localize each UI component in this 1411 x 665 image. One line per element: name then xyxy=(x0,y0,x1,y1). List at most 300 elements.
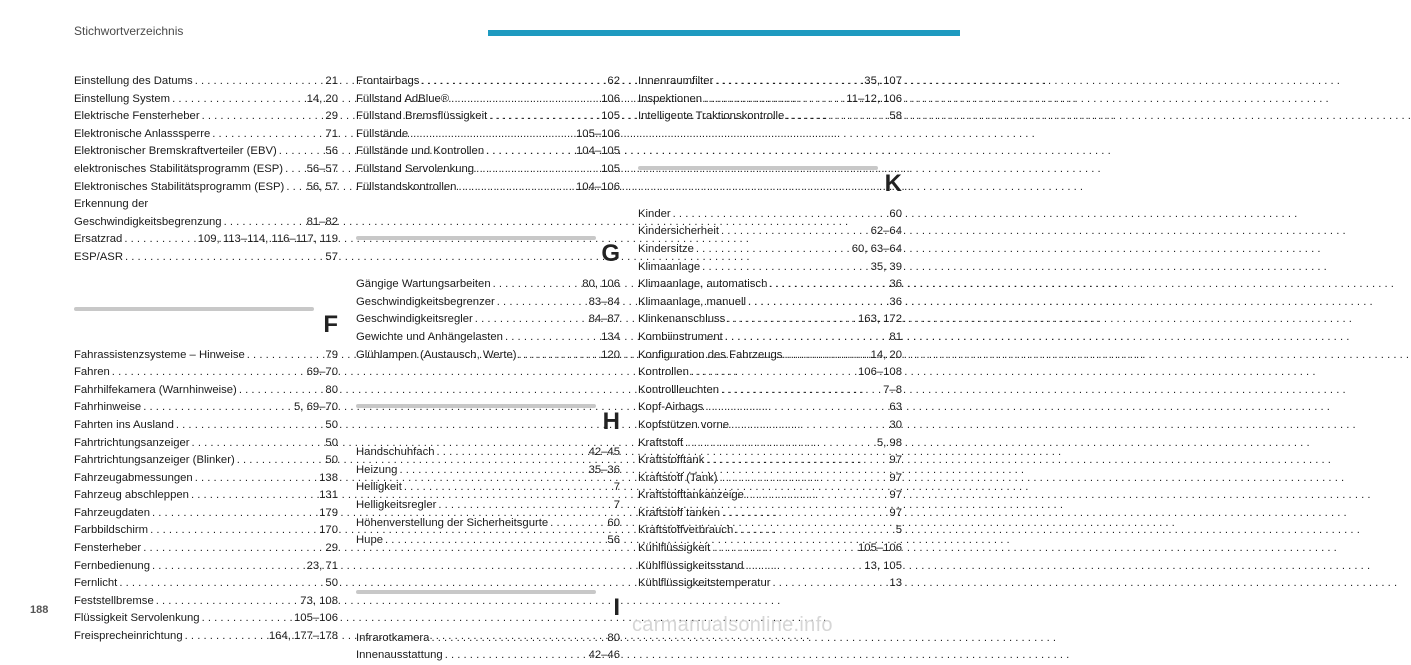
entry-pages: 105 xyxy=(601,162,620,175)
entry-term: Kontrollleuchten xyxy=(638,383,720,396)
watermark-text: carmanualsonline.info xyxy=(632,614,833,636)
leader-dots xyxy=(445,647,587,665)
entry-term: Feststellbremse xyxy=(74,594,154,607)
index-entry[interactable] xyxy=(638,575,902,593)
leader-dots xyxy=(152,505,317,523)
entry-pages: 21 xyxy=(325,75,338,87)
page-header-title: Stichwortverzeichnis xyxy=(74,24,184,38)
entry-pages: 58 xyxy=(889,110,902,123)
entry-pages: 81–82 xyxy=(306,215,338,228)
entry-pages: 56 xyxy=(325,145,338,158)
entry-pages: 35, 39 xyxy=(870,260,902,273)
entry-term: Füllstand Servolenkung xyxy=(356,162,475,175)
entry-term: Infrarotkamera xyxy=(356,631,430,644)
entry-list xyxy=(74,347,338,646)
entry-pages: 5, 98 xyxy=(876,436,902,449)
section-letter: G xyxy=(601,240,620,268)
entry-pages: 23, 71 xyxy=(306,559,338,572)
leader-dots xyxy=(143,540,323,558)
entry-term-line: Erkennung der xyxy=(74,198,149,211)
leader-dots xyxy=(715,73,862,91)
leader-dots xyxy=(212,126,323,144)
entry-pages: 73, 108 xyxy=(300,594,338,607)
leader-dots xyxy=(172,91,305,109)
index-entry[interactable] xyxy=(356,497,620,515)
index-entry[interactable] xyxy=(74,540,338,558)
entry-term: Kraftstoffverbrauch xyxy=(638,524,734,537)
leader-dots xyxy=(720,470,888,488)
leader-dots xyxy=(721,382,881,400)
entry-pages: 134 xyxy=(601,330,620,343)
entry-term: Elektronische Anlasssperre xyxy=(74,127,211,140)
entry-list xyxy=(356,630,620,665)
index-entry[interactable] xyxy=(638,276,902,294)
entry-term: Ersatzrad xyxy=(74,233,123,246)
index-entry[interactable] xyxy=(638,558,902,576)
leader-dots xyxy=(438,497,611,515)
index-entry[interactable] xyxy=(356,91,620,109)
entry-term: ESP/ASR xyxy=(74,250,123,263)
index-entry[interactable] xyxy=(638,540,902,558)
entry-pages: 106 xyxy=(601,92,620,105)
leader-dots xyxy=(119,575,323,593)
leader-dots xyxy=(722,505,887,523)
leader-dots xyxy=(192,435,324,453)
index-entry[interactable] xyxy=(638,91,902,109)
index-entry[interactable] xyxy=(356,462,620,480)
index-entry[interactable] xyxy=(638,382,902,400)
entry-pages: 79 xyxy=(325,348,338,361)
entry-pages: 97 xyxy=(889,471,902,484)
entry-pages: 120 xyxy=(601,348,620,361)
entry-term: elektronisches Stabilitätsprogramm (ESP) xyxy=(74,162,284,175)
index-entry[interactable] xyxy=(638,452,902,470)
index-entry[interactable] xyxy=(638,223,902,241)
index-entry[interactable] xyxy=(74,505,338,523)
entry-pages: 109, 113–114, 116–117, 119 xyxy=(197,233,338,246)
index-entry[interactable] xyxy=(74,593,338,611)
entry-term: Kühlflüssigkeit xyxy=(638,542,711,555)
entry-term: Einstellung System xyxy=(74,92,171,105)
index-entry[interactable] xyxy=(356,294,620,312)
leader-dots xyxy=(735,522,893,540)
index-entry[interactable] xyxy=(74,522,338,540)
entry-term: Fahrzeug abschleppen xyxy=(74,489,189,502)
entry-pages: 11–12, 106 xyxy=(846,92,902,105)
index-entry[interactable] xyxy=(356,108,620,126)
leader-dots xyxy=(431,630,605,648)
leader-dots xyxy=(519,347,600,365)
leader-dots xyxy=(746,487,887,505)
entry-term: Kontrollen xyxy=(638,366,689,379)
entry-term: Kindersitze xyxy=(638,242,694,255)
entry-pages: 69–70 xyxy=(306,366,338,379)
entry-pages: 56 xyxy=(607,534,620,547)
leader-dots xyxy=(458,179,574,197)
index-entry[interactable] xyxy=(74,143,338,161)
entry-pages: 80 xyxy=(325,383,338,396)
index-entry[interactable] xyxy=(74,399,338,417)
index-entry[interactable] xyxy=(356,179,620,197)
leader-dots xyxy=(150,522,317,540)
entry-pages: 163, 172 xyxy=(858,313,902,326)
entry-term: Freisprecheinrichtung xyxy=(74,630,183,643)
index-entry[interactable] xyxy=(638,294,902,312)
index-entry[interactable] xyxy=(638,206,902,224)
index-entry[interactable] xyxy=(356,347,620,365)
index-entry[interactable] xyxy=(356,532,620,550)
header-accent-bar xyxy=(488,30,960,36)
entry-term: Helligkeitsregler xyxy=(356,498,437,511)
entry-term: Fernlicht xyxy=(74,577,118,590)
entry-pages: 80, 106 xyxy=(582,278,620,291)
index-entry[interactable] xyxy=(74,470,338,488)
index-entry[interactable] xyxy=(74,364,338,382)
entry-term: Füllstände xyxy=(356,127,409,140)
section-letter: F xyxy=(323,310,338,338)
entry-term: Handschuhfach xyxy=(356,446,435,459)
index-entry[interactable] xyxy=(638,522,902,540)
entry-list xyxy=(356,276,620,364)
index-entry[interactable] xyxy=(356,143,620,161)
section-header-k xyxy=(638,156,902,200)
index-column-2 xyxy=(356,73,620,665)
index-entry[interactable] xyxy=(356,479,620,497)
entry-term: Glühlampen (Austausch, Werte) xyxy=(356,348,517,361)
leader-dots xyxy=(746,558,863,576)
section-rule xyxy=(74,307,314,311)
leader-dots xyxy=(152,558,305,576)
index-entry[interactable] xyxy=(638,73,902,91)
index-entry[interactable] xyxy=(638,241,902,259)
entry-term: Fahrzeugdaten xyxy=(74,506,150,519)
entry-pages: 81 xyxy=(889,330,902,343)
index-entry[interactable] xyxy=(638,470,902,488)
entry-pages: 42–45 xyxy=(588,446,620,459)
index-entry[interactable] xyxy=(74,575,338,593)
entry-pages: 170 xyxy=(319,524,338,537)
entry-pages: 105–106 xyxy=(576,127,620,140)
index-entry[interactable] xyxy=(638,329,902,347)
entry-term: Geschwindigkeitsregler xyxy=(356,313,473,326)
entry-term: Höhenverstellung der Sicherheitsgurte xyxy=(356,516,549,529)
index-entry[interactable] xyxy=(638,487,902,505)
leader-dots xyxy=(702,259,868,277)
section-rule xyxy=(356,404,596,408)
entry-term: Elektrische Fensterheber xyxy=(74,110,200,123)
entry-pages: 50 xyxy=(325,577,338,590)
entry-term: Kühlflüssigkeitsstand xyxy=(638,559,744,572)
entry-term: Fahrzeugabmessungen xyxy=(74,471,193,484)
entry-pages: 60 xyxy=(607,516,620,529)
index-entry[interactable] xyxy=(74,126,338,144)
entry-pages: 71 xyxy=(325,127,338,140)
leader-dots xyxy=(727,311,856,329)
entry-pages: 63 xyxy=(889,401,902,414)
entry-term: Fahrhilfekamera (Warnhinweise) xyxy=(74,383,237,396)
entry-pages: 105 xyxy=(601,110,620,123)
leader-dots xyxy=(285,161,305,179)
index-entry[interactable] xyxy=(638,259,902,277)
leader-dots xyxy=(493,276,581,294)
entry-pages: 105–106 xyxy=(294,612,338,625)
entry-pages: 50 xyxy=(325,418,338,431)
entry-list xyxy=(74,73,338,196)
entry-term: Inspektionen xyxy=(638,92,703,105)
index-entry[interactable] xyxy=(356,444,620,462)
leader-dots xyxy=(195,73,324,91)
leader-dots xyxy=(704,91,844,109)
leader-dots xyxy=(176,417,324,435)
entry-list xyxy=(638,73,902,126)
entry-pages: 60 xyxy=(889,207,902,220)
section-rule xyxy=(638,166,878,170)
index-entry[interactable] xyxy=(638,505,902,523)
entry-pages: 36 xyxy=(889,278,902,291)
index-entry[interactable] xyxy=(638,311,902,329)
entry-term: Hupe xyxy=(356,534,384,547)
entry-term: Heizung xyxy=(356,463,398,476)
index-column-3 xyxy=(638,73,902,593)
entry-pages: 42–46 xyxy=(588,649,620,662)
section-letter: K xyxy=(884,169,902,197)
entry-term: Innenraumfilter xyxy=(638,75,714,87)
index-entry[interactable] xyxy=(74,347,338,365)
index-entry[interactable] xyxy=(74,487,338,505)
entry-term: Gewichte und Anhängelasten xyxy=(356,330,503,343)
leader-dots xyxy=(489,108,599,126)
leader-dots xyxy=(202,108,324,126)
section-header-h xyxy=(356,394,620,438)
leader-dots xyxy=(185,628,267,646)
leader-dots xyxy=(404,479,612,497)
entry-term: Fensterheber xyxy=(74,542,142,555)
leader-dots xyxy=(112,364,305,382)
entry-term: Fahren xyxy=(74,366,110,379)
leader-dots xyxy=(486,143,574,161)
entry-pages: 106–108 xyxy=(858,366,902,379)
entry-term: Füllstand AdBlue® xyxy=(356,92,450,105)
index-entry[interactable] xyxy=(74,108,338,126)
entry-term: Elektronischer Bremskraftverteiler (EBV) xyxy=(74,145,277,158)
entry-term: Kinder xyxy=(638,207,671,220)
entry-term: Gängige Wartungsarbeiten xyxy=(356,278,491,291)
entry-pages: 57 xyxy=(325,250,338,263)
index-entry[interactable] xyxy=(74,435,338,453)
entry-pages: 104–105 xyxy=(576,145,620,158)
entry-term: Fahrassistenzsysteme – Hinweise xyxy=(74,348,245,361)
entry-pages: 5, 69–70 xyxy=(294,401,338,414)
index-entry[interactable] xyxy=(356,276,620,294)
entry-term: Füllstandskontrollen xyxy=(356,180,457,193)
leader-dots xyxy=(385,532,605,550)
leader-dots xyxy=(202,610,292,628)
entry-list xyxy=(356,444,620,550)
entry-pages: 13, 105 xyxy=(864,559,902,572)
leader-dots xyxy=(451,91,599,109)
index-entry[interactable] xyxy=(74,214,338,232)
index-entry[interactable] xyxy=(74,417,338,435)
entry-term: Konfiguration des Fahrzeugs xyxy=(638,348,783,361)
entry-term: Fahrhinweise xyxy=(74,401,142,414)
index-entry[interactable] xyxy=(74,558,338,576)
leader-dots xyxy=(279,143,324,161)
entry-pages: 56–57 xyxy=(306,162,338,175)
leader-dots xyxy=(247,347,324,365)
index-entry[interactable] xyxy=(356,311,620,329)
leader-dots xyxy=(673,206,888,224)
entry-term: Fahrten ins Ausland xyxy=(74,418,174,431)
leader-dots xyxy=(421,73,605,91)
leader-dots xyxy=(769,276,887,294)
entry-term: Kopf-Airbags xyxy=(638,401,704,414)
entry-list xyxy=(356,73,620,196)
entry-pages: 164, 177–178 xyxy=(268,630,338,643)
entry-term: Klimaanlage xyxy=(638,260,701,273)
entry-term: Frontairbags xyxy=(356,75,420,87)
entry-term: Einstellung des Datums xyxy=(74,75,193,87)
entry-pages: 7 xyxy=(613,498,620,511)
index-entry[interactable] xyxy=(74,91,338,109)
leader-dots xyxy=(410,126,574,144)
section-header-i xyxy=(356,580,620,624)
entry-pages: 62 xyxy=(607,75,620,87)
entry-pages: 35–36 xyxy=(588,463,620,476)
leader-dots xyxy=(191,487,317,505)
section-header-g xyxy=(356,226,620,270)
entry-list xyxy=(74,231,338,266)
entry-term: Elektronisches Stabilitätsprogramm (ESP) xyxy=(74,180,285,193)
entry-term: Fahrtrichtungsanzeiger (Blinker) xyxy=(74,454,235,467)
leader-dots xyxy=(712,540,856,558)
entry-pages: 14, 20 xyxy=(870,348,902,361)
index-entry[interactable] xyxy=(356,515,620,533)
entry-term: Kraftstofftank xyxy=(638,454,705,467)
entry-term: Kombiinstrument xyxy=(638,330,723,343)
leader-dots xyxy=(691,364,856,382)
index-entry[interactable] xyxy=(74,452,338,470)
leader-dots xyxy=(706,452,887,470)
entry-term: Klimaanlage, automatisch xyxy=(638,278,768,291)
entry-term: Geschwindigkeitsbegrenzer xyxy=(356,295,495,308)
leader-dots xyxy=(124,231,195,249)
index-entry[interactable] xyxy=(74,161,338,179)
index-column-1 xyxy=(74,73,338,646)
leader-dots xyxy=(399,462,586,480)
page-number: 188 xyxy=(30,604,49,616)
leader-dots xyxy=(784,347,868,365)
entry-pages: 105–106 xyxy=(858,542,902,555)
index-entry[interactable] xyxy=(74,73,338,91)
index-entry[interactable] xyxy=(638,435,902,453)
entry-pages: 138 xyxy=(319,471,338,484)
entry-pages: 56, 57 xyxy=(306,180,338,193)
section-letter: I xyxy=(613,593,620,621)
leader-dots xyxy=(685,435,875,453)
index-entry[interactable] xyxy=(638,108,902,126)
leader-dots xyxy=(786,108,887,126)
leader-dots xyxy=(705,399,887,417)
entry-pages: 5 xyxy=(895,524,902,537)
index-entry[interactable] xyxy=(74,382,338,400)
entry-term: Kindersicherheit xyxy=(638,225,720,238)
entry-pages: 29 xyxy=(325,542,338,555)
leader-dots xyxy=(143,399,292,417)
entry-term: Fernbedienung xyxy=(74,559,151,572)
index-entry[interactable] xyxy=(356,630,620,648)
entry-term: Kraftstoff xyxy=(638,436,683,449)
leader-dots xyxy=(731,417,887,435)
entry-pages: 97 xyxy=(889,454,902,467)
index-entry[interactable] xyxy=(356,73,620,91)
leader-dots xyxy=(773,575,888,593)
entry-pages: 13 xyxy=(889,577,902,590)
entry-pages: 60, 63–64 xyxy=(851,242,902,255)
entry-pages: 50 xyxy=(325,454,338,467)
entry-pages: 36 xyxy=(889,295,902,308)
leader-dots xyxy=(476,161,599,179)
leader-dots xyxy=(156,593,299,611)
leader-dots xyxy=(696,241,850,259)
entry-term: Innenausstattung xyxy=(356,649,443,662)
index-entry[interactable] xyxy=(638,417,902,435)
section-letter: H xyxy=(602,408,620,436)
entry-term: Kopfstützen vorne xyxy=(638,418,730,431)
index-entry[interactable] xyxy=(74,231,338,249)
index-entry[interactable] xyxy=(638,364,902,382)
entry-term: Geschwindigkeitsbegrenzung xyxy=(74,215,222,228)
index-entry[interactable] xyxy=(356,126,620,144)
entry-pages: 80 xyxy=(607,631,620,644)
index-entry[interactable] xyxy=(74,610,338,628)
index-entry[interactable] xyxy=(356,647,620,665)
section-header-f xyxy=(74,297,338,341)
leader-dots xyxy=(195,470,317,488)
entry-term: Kraftstofftankanzeige xyxy=(638,489,744,502)
index-entry[interactable] xyxy=(74,249,338,267)
entry-pages: 131 xyxy=(319,489,338,502)
index-entry[interactable] xyxy=(638,347,902,365)
leader-dots xyxy=(721,223,869,241)
section-rule xyxy=(356,236,596,240)
entry-term: Flüssigkeit Servolenkung xyxy=(74,612,200,625)
entry-pages: 50 xyxy=(325,436,338,449)
index-entry[interactable] xyxy=(74,628,338,646)
entry-pages: 30 xyxy=(889,418,902,431)
entry-term: Kraftstoff tanken xyxy=(638,506,721,519)
entry-term: Füllstände und Kontrollen xyxy=(356,145,485,158)
entry-pages: 7 xyxy=(613,481,620,494)
entry-pages: 29 xyxy=(325,110,338,123)
index-entry[interactable] xyxy=(638,399,902,417)
leader-dots xyxy=(497,294,587,312)
entry-term: Klinkenanschluss xyxy=(638,313,726,326)
leader-dots xyxy=(725,329,888,347)
section-rule xyxy=(356,590,596,594)
entry-term: Kühlflüssigkeitstemperatur xyxy=(638,577,771,590)
entry-pages: 83–84 xyxy=(588,295,620,308)
entry-term: Klimaanlage, manuell xyxy=(638,295,747,308)
leader-dots xyxy=(550,515,605,533)
index-entry[interactable] xyxy=(356,161,620,179)
entry-pages: 104–106 xyxy=(576,180,620,193)
index-entry[interactable] xyxy=(356,329,620,347)
index-entry[interactable] xyxy=(74,179,338,197)
entry-term: Helligkeit xyxy=(356,481,402,494)
leader-dots xyxy=(437,444,587,462)
entry-pages: 7–8 xyxy=(883,383,902,396)
leader-dots xyxy=(475,311,587,329)
